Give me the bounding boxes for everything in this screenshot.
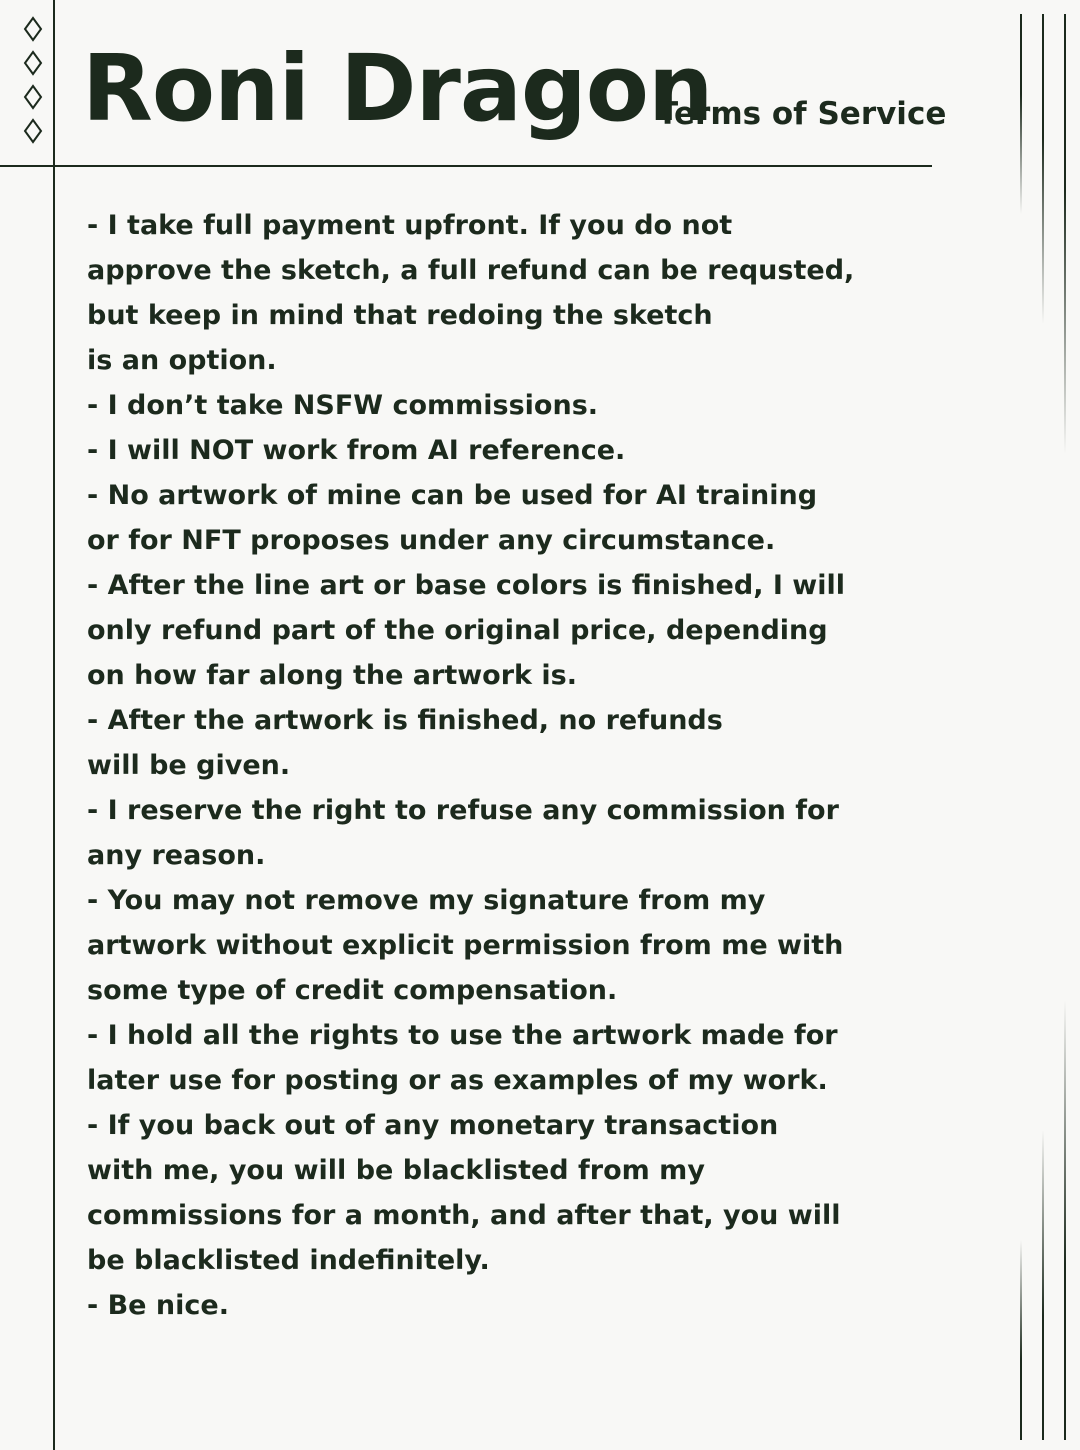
terms-line: - If you back out of any monetary transaction — [87, 1110, 779, 1141]
terms-line: - You may not remove my signature from my — [87, 885, 766, 916]
terms-line: - I hold all the rights to use the artwork made for — [87, 1020, 838, 1051]
terms-line: - I will NOT work from AI reference. — [87, 435, 626, 466]
header-divider — [0, 165, 932, 167]
terms-line: some type of credit compensation. — [87, 975, 618, 1006]
terms-line: or for NFT proposes under any circumstance. — [87, 525, 776, 556]
terms-line: commissions for a month, and after that, you will — [87, 1200, 841, 1231]
diamond-icon — [22, 118, 44, 144]
terms-list — [87, 203, 855, 1328]
terms-line: - No artwork of mine can be used for AI training — [87, 480, 818, 511]
terms-line: approve the sketch, a full refund can be requsted, — [87, 255, 855, 286]
right-line — [1020, 1240, 1022, 1440]
right-line — [1064, 1000, 1066, 1440]
terms-line: be blacklisted indefinitely. — [87, 1245, 490, 1276]
diamond-icon — [22, 16, 44, 42]
right-line — [1064, 14, 1066, 454]
terms-line: but keep in mind that redoing the sketch — [87, 300, 713, 331]
diamond-icon — [22, 84, 44, 110]
right-decorative-lines — [1000, 0, 1080, 1450]
terms-line: is an option. — [87, 345, 277, 376]
terms-line: - I reserve the right to refuse any commission for — [87, 795, 839, 826]
terms-line: will be given. — [87, 750, 291, 781]
diamond-icon — [22, 50, 44, 76]
right-line — [1042, 14, 1044, 324]
terms-line: with me, you will be blacklisted from my — [87, 1155, 705, 1186]
terms-line: - Be nice. — [87, 1290, 229, 1321]
terms-line: - After the line art or base colors is finished, I will — [87, 570, 846, 601]
terms-line: - I don’t take NSFW commissions. — [87, 390, 599, 421]
diamond-ornaments — [22, 16, 44, 152]
terms-line: artwork without explicit permission from me with — [87, 930, 844, 961]
terms-line: - After the artwork is finished, no refunds — [87, 705, 723, 736]
left-vertical-rule — [53, 0, 55, 1450]
terms-line: on how far along the artwork is. — [87, 660, 577, 691]
terms-line: - I take full payment upfront. If you do not — [87, 210, 733, 241]
right-line — [1020, 14, 1022, 214]
page-subtitle: Terms of Service — [657, 96, 947, 132]
terms-line: later use for posting or as examples of my work. — [87, 1065, 828, 1096]
page-title: Roni Dragon — [82, 35, 713, 142]
terms-line: only refund part of the original price, depending — [87, 615, 828, 646]
terms-line: any reason. — [87, 840, 266, 871]
right-line — [1042, 1130, 1044, 1440]
